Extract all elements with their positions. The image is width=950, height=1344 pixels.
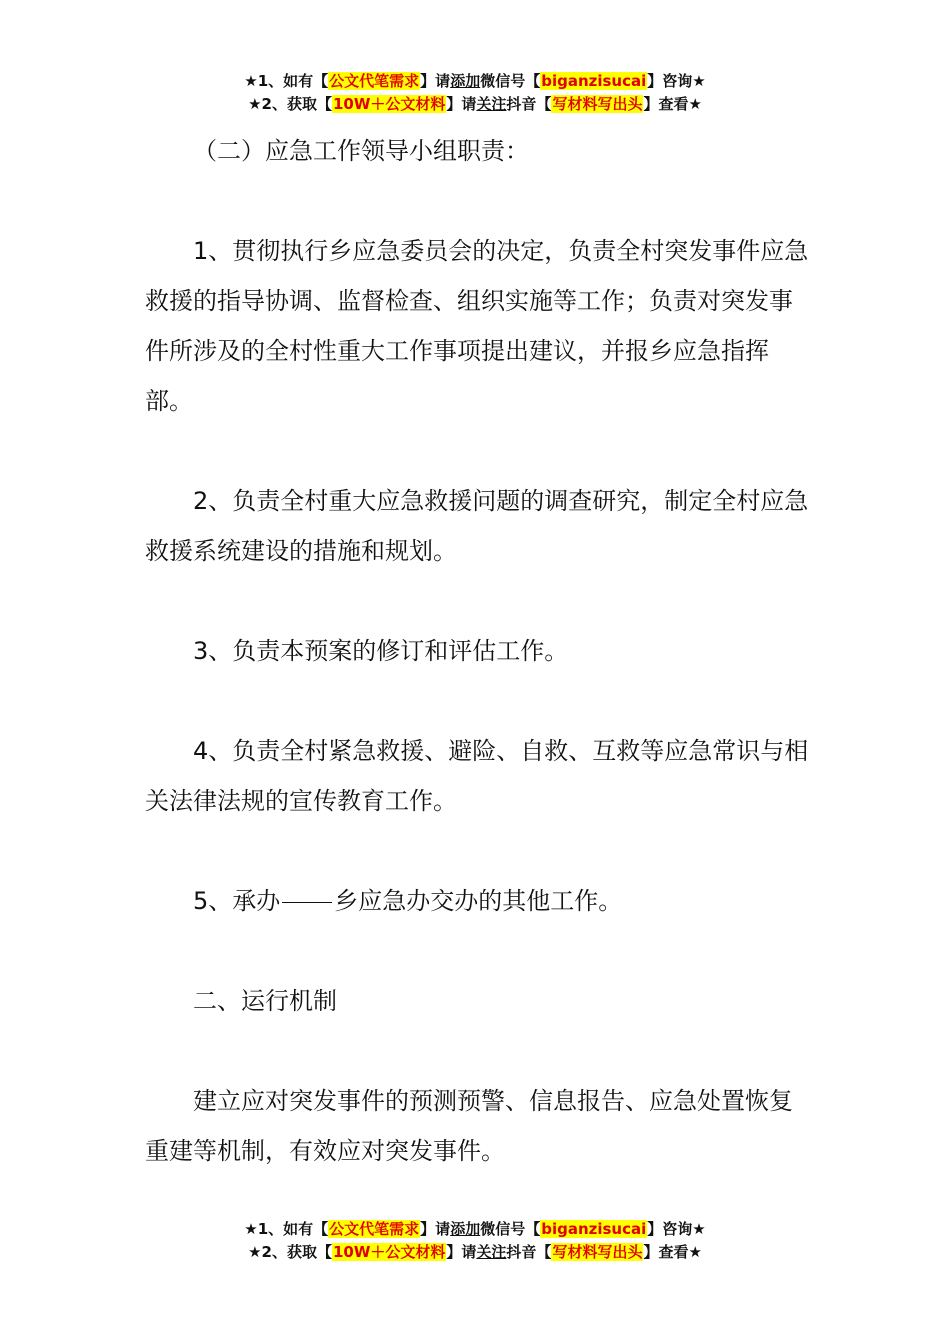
spacer [145, 826, 810, 876]
spacer [145, 176, 810, 226]
banner-text: 】咨询★ [647, 1220, 706, 1238]
banner-underline: 添加 [450, 72, 481, 90]
banner-underline: 关注 [476, 95, 507, 113]
banner-underline: 关注 [476, 1243, 507, 1261]
banner-highlight: biganzisucai [541, 1220, 647, 1238]
banner-text: ★1、如有【 [244, 72, 329, 90]
banner-line-1 [0, 70, 950, 93]
banner-line-2 [0, 93, 950, 116]
blank-line [282, 901, 332, 903]
paragraph-mechanism: 建立应对突发事件的预测预警、信息报告、应急处置恢复重建等机制，有效应对突发事件。 [145, 1087, 793, 1165]
paragraph-item-5 [145, 876, 810, 926]
document-body [145, 126, 810, 1176]
item5-suffix: 乡应急办交办的其他工作。 [334, 887, 623, 915]
banner-text: 】咨询★ [647, 72, 706, 90]
banner-text: 】请 [446, 95, 477, 113]
banner-text: 微信号【 [480, 1220, 541, 1238]
banner-text: ★2、获取【 [248, 1243, 332, 1261]
banner-text: 抖音【 [506, 95, 552, 113]
paragraph-item-2: 2、负责全村重大应急救援问题的调查研究，制定全村应急救援系统建设的措施和规划。 [145, 487, 809, 565]
banner-text: 】请 [446, 1243, 477, 1261]
banner-highlight: 公文代笔需求 [329, 72, 420, 90]
paragraph-item-4: 4、负责全村紧急救援、避险、自救、互救等应急常识与相关法律法规的宣传教育工作。 [145, 737, 809, 815]
banner-highlight: 公文代笔需求 [329, 1220, 420, 1238]
paragraph-item-3: 3、负责本预案的修订和评估工作。 [193, 637, 569, 665]
banner-highlight: 写材料写出头 [552, 95, 643, 113]
banner-line-1 [0, 1218, 950, 1241]
banner-text: 】请 [420, 1220, 451, 1238]
footer-banner [0, 1218, 950, 1264]
banner-line-2 [0, 1241, 950, 1264]
banner-highlight: 10W＋公文材料 [332, 95, 446, 113]
banner-text: 微信号【 [480, 72, 541, 90]
spacer [145, 576, 810, 626]
banner-underline: 添加 [450, 1220, 481, 1238]
banner-highlight: 10W＋公文材料 [332, 1243, 446, 1261]
banner-highlight: biganzisucai [541, 72, 647, 90]
spacer [145, 926, 810, 976]
section-heading: （二）应急工作领导小组职责： [193, 137, 529, 165]
banner-text: ★2、获取【 [248, 95, 332, 113]
banner-text: 抖音【 [506, 1243, 552, 1261]
spacer [145, 676, 810, 726]
banner-text: 】请 [420, 72, 451, 90]
header-banner [0, 70, 950, 116]
banner-text: ★1、如有【 [244, 1220, 329, 1238]
spacer [145, 426, 810, 476]
paragraph-item-1: 1、贯彻执行乡应急委员会的决定，负责全村突发事件应急救援的指导协调、监督检查、组织实施等工作；负责对突发事件所涉及的全村性重大工作事项提出建议，并报乡应急指挥部。 [145, 237, 809, 415]
spacer [145, 1026, 810, 1076]
banner-text: 】查看★ [643, 95, 702, 113]
banner-highlight: 写材料写出头 [552, 1243, 643, 1261]
banner-text: 】查看★ [643, 1243, 702, 1261]
section-heading-2: 二、运行机制 [193, 987, 337, 1015]
item5-prefix: 5、承办 [193, 887, 281, 915]
